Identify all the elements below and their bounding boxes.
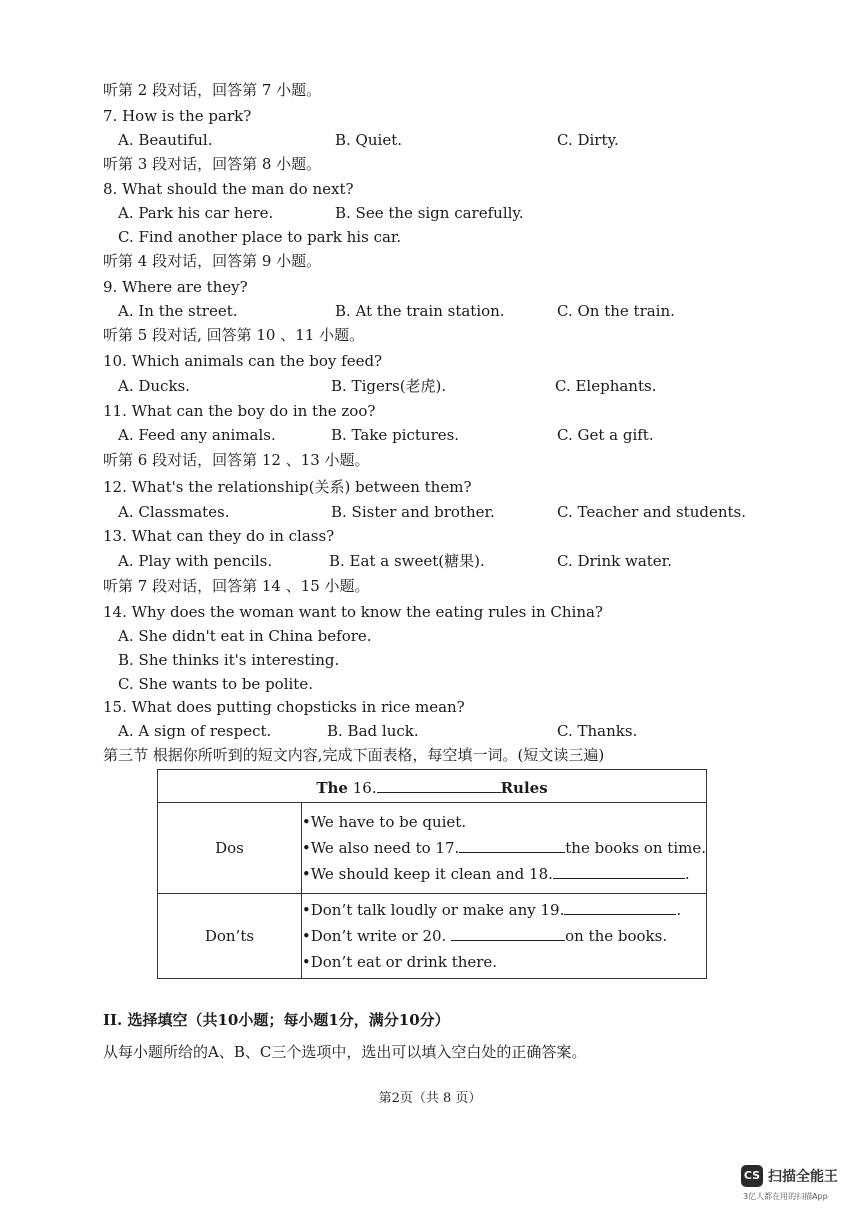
blank-17[interactable] bbox=[459, 836, 565, 853]
part-two-title: II. 选择填空（共10小题；每小题1分，满分10分） bbox=[103, 1011, 450, 1029]
question-14: 14. Why does the woman want to know the eating rules in China? bbox=[103, 603, 603, 621]
dialogue-7-header: 听第 7 段对话，回答第 14 、15 小题。 bbox=[103, 577, 370, 595]
dos-item-1: •We have to be quiet. bbox=[301, 813, 467, 831]
blank-18[interactable] bbox=[553, 862, 685, 879]
title-post: Rules bbox=[500, 778, 548, 797]
part-two-instruction: 从每小题所给的A、B、C三个选项中，选出可以填入空白处的正确答案。 bbox=[103, 1043, 587, 1061]
dialogue-6-header: 听第 6 段对话，回答第 12 、13 小题。 bbox=[103, 451, 370, 469]
donts-item-1 bbox=[302, 897, 706, 923]
q10-option-a: A. Ducks. bbox=[118, 377, 191, 395]
q13-option-a: A. Play with pencils. bbox=[118, 552, 273, 570]
q11-option-b: B. Take pictures. bbox=[331, 426, 460, 444]
q14-option-a: A. She didn't eat in China before. bbox=[118, 627, 372, 645]
dos-items bbox=[301, 803, 706, 894]
table-title bbox=[158, 770, 707, 803]
donts-item-2-post: on the books. bbox=[565, 927, 668, 945]
dos-item-2-pre: •We also need to 17. bbox=[301, 839, 460, 857]
dialogue-3-header: 听第 3 段对话，回答第 8 小题。 bbox=[103, 155, 322, 173]
dos-item-3-post: . bbox=[684, 865, 690, 883]
dos-item-3-pre: •We should keep it clean and 18. bbox=[301, 865, 553, 883]
q7-option-c: C. Dirty. bbox=[557, 131, 619, 149]
donts-item-1-post: . bbox=[676, 901, 682, 919]
question-13: 13. What can they do in class? bbox=[103, 527, 335, 545]
q15-option-c: C. Thanks. bbox=[557, 722, 638, 740]
donts-item-2 bbox=[302, 923, 706, 949]
watermark-name: 扫描全能王 bbox=[768, 1169, 838, 1185]
title-pre: The bbox=[316, 778, 348, 797]
dos-item-2 bbox=[302, 835, 706, 861]
q8-option-a: A. Park his car here. bbox=[118, 204, 274, 222]
page-footer: 第2页（共 8 页） bbox=[378, 1091, 482, 1106]
q12-option-a: A. Classmates. bbox=[118, 503, 230, 521]
scanner-watermark bbox=[741, 1165, 841, 1205]
question-7: 7. How is the park? bbox=[103, 107, 252, 125]
watermark-tagline: 3亿人都在用的扫描App bbox=[743, 1192, 828, 1201]
donts-item-3: •Don’t eat or drink there. bbox=[301, 953, 498, 971]
q8-option-b: B. See the sign carefully. bbox=[335, 204, 524, 222]
q15-option-a: A. A sign of respect. bbox=[118, 722, 272, 740]
q14-option-b: B. She thinks it's interesting. bbox=[118, 651, 340, 669]
dialogue-2-header: 听第 2 段对话，回答第 7 小题。 bbox=[103, 81, 322, 99]
q14-option-c: C. She wants to be polite. bbox=[118, 675, 313, 693]
cs-logo-icon: CS bbox=[741, 1165, 763, 1187]
q7-option-b: B. Quiet. bbox=[335, 131, 402, 149]
q8-option-c: C. Find another place to park his car. bbox=[118, 228, 402, 246]
q12-option-b: B. Sister and brother. bbox=[331, 503, 495, 521]
question-9: 9. Where are they? bbox=[103, 278, 248, 296]
dialogue-5-header: 听第 5 段对话, 回答第 10 、11 小题。 bbox=[103, 326, 365, 344]
question-12: 12. What's the relationship(关系) between them? bbox=[103, 478, 472, 496]
blank-16[interactable] bbox=[377, 776, 501, 793]
question-8: 8. What should the man do next? bbox=[103, 180, 354, 198]
dos-item-3 bbox=[302, 861, 706, 887]
donts-item-1-pre: •Don’t talk loudly or make any 19. bbox=[301, 901, 565, 919]
q11-option-a: A. Feed any animals. bbox=[118, 426, 276, 444]
q13-option-c: C. Drink water. bbox=[557, 552, 672, 570]
q12-option-c: C. Teacher and students. bbox=[557, 503, 747, 521]
blank-19[interactable] bbox=[564, 898, 676, 915]
donts-items bbox=[301, 894, 706, 979]
question-10: 10. Which animals can the boy feed? bbox=[103, 352, 383, 370]
q10-option-b: B. Tigers(老虎). bbox=[331, 377, 447, 395]
blank-20[interactable] bbox=[451, 924, 565, 941]
q10-option-c: C. Elephants. bbox=[555, 377, 657, 395]
question-11: 11. What can the boy do in the zoo? bbox=[103, 402, 376, 420]
q9-option-c: C. On the train. bbox=[557, 302, 675, 320]
section-three-header: 第三节 根据你所听到的短文内容,完成下面表格，每空填一词。(短文读三遍) bbox=[103, 746, 605, 764]
question-15: 15. What does putting chopsticks in rice mean? bbox=[103, 698, 465, 716]
dialogue-4-header: 听第 4 段对话，回答第 9 小题。 bbox=[103, 252, 322, 270]
rules-table bbox=[157, 769, 707, 979]
dos-label: Dos bbox=[158, 803, 302, 894]
q15-option-b: B. Bad luck. bbox=[327, 722, 419, 740]
q7-option-a: A. Beautiful. bbox=[118, 131, 213, 149]
q9-option-b: B. At the train station. bbox=[335, 302, 505, 320]
donts-item-2-pre: •Don’t write or 20. bbox=[301, 927, 452, 945]
q13-option-b: B. Eat a sweet(糖果). bbox=[329, 552, 485, 570]
dos-item-2-post: the books on time. bbox=[565, 839, 706, 857]
title-num: 16. bbox=[347, 778, 377, 797]
q9-option-a: A. In the street. bbox=[118, 302, 238, 320]
donts-label: Don’ts bbox=[158, 894, 302, 979]
q11-option-c: C. Get a gift. bbox=[557, 426, 654, 444]
